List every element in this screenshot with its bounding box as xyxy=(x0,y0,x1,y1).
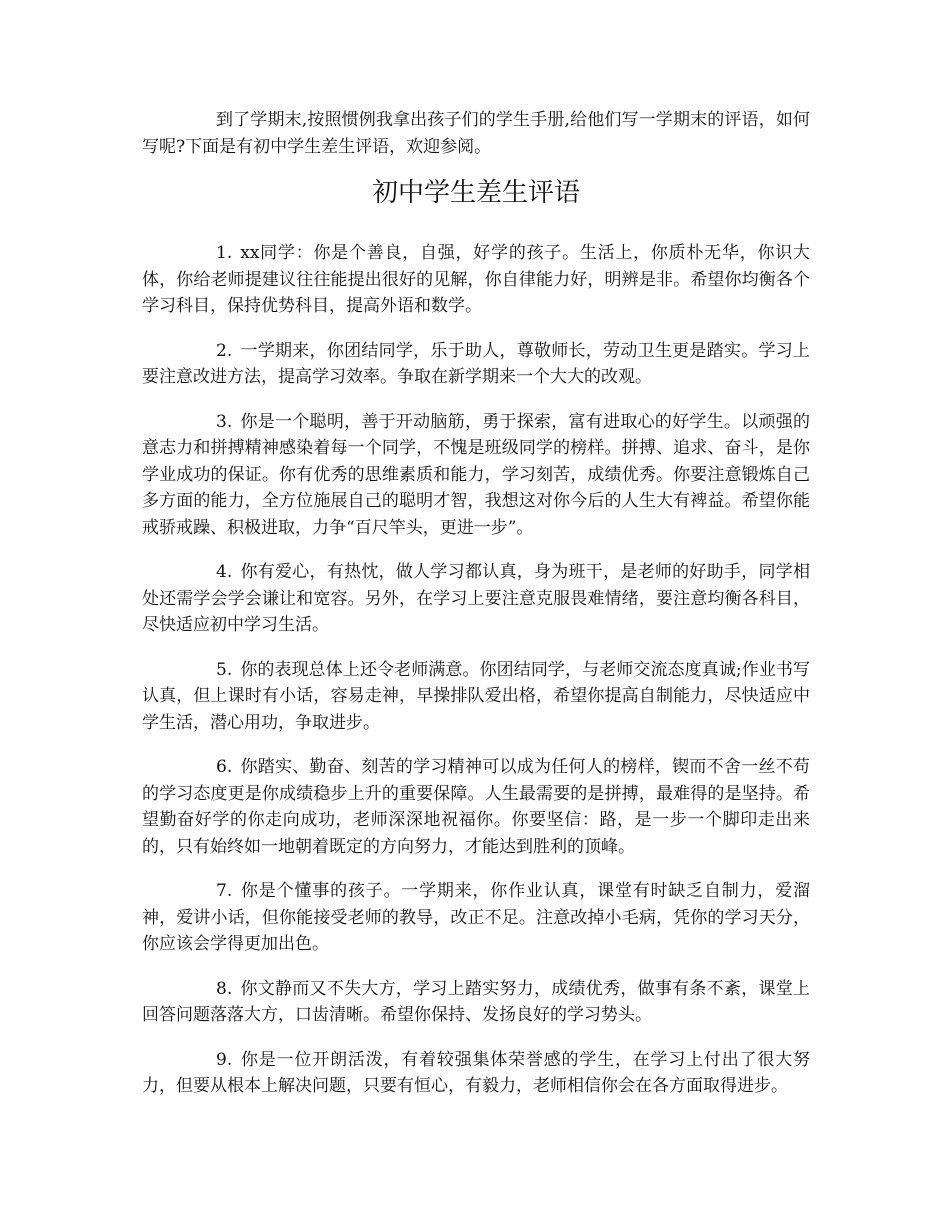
document-page xyxy=(142,107,810,1118)
comment-text: 你是个懂事的孩子。一学期来，你作业认真，课堂有时缺乏自制力，爱溜神，爱讲小话，但你能接受老师的教导，改正不足。注意改掉小毛病，凭你的学习天分，你应该会学得更加出色。 xyxy=(142,881,810,954)
comment-number: 9. xyxy=(216,1049,233,1070)
comment-number: 5. xyxy=(216,659,233,680)
comment-item xyxy=(142,878,810,958)
comment-item xyxy=(142,559,810,639)
comment-number: 1. xyxy=(216,243,233,263)
comment-text: 你的表现总体上还令老师满意。你团结同学，与老师交流态度真诚;作业书写认真，但上课时有小话，容易走神，早操排队爱出格，希望你提高自制能力，尽快适应中学生活，潜心用功，争取进步。 xyxy=(142,659,810,733)
comment-text: 你文静而又不失大方，学习上踏实努力，成绩优秀，做事有条不紊，课堂上回答问题落落大方，口齿清晰。希望你保持、发扬良好的学习势头。 xyxy=(142,978,810,1025)
comment-text: xx同学：你是个善良，自强，好学的孩子。生活上，你质朴无华，你识大体，你给老师提建议往往能提出很好的见解，你自律能力好，明辨是非。希望你均衡各个学习科目，保持优势科目，提高外语和数学。 xyxy=(142,243,810,316)
comment-item xyxy=(142,240,810,320)
comment-item xyxy=(142,754,810,860)
comment-text: 你是一位开朗活泼，有着较强集体荣誉感的学生，在学习上付出了很大努力，但要从根本上解决问题，只要有恒心，有毅力，老师相信你会在各方面取得进步。 xyxy=(142,1049,810,1096)
comment-item xyxy=(142,409,810,542)
comment-text: 你踏实、勤奋、刻苦的学习精神可以成为任何人的榜样，锲而不舍一丝不苟的学习态度更是你成绩稳步上升的重要保障。人生最需要的是拼搏，最难得的是坚持。希望勤奋好学的你走向成功，老师深深地祝福你。你要坚信：路，是一步一个脚印走出来的，只有始终如一地朝着既定的方向努力，才能达到胜利的顶峰。 xyxy=(142,757,810,857)
comment-text: 你是一个聪明，善于开动脑筋，勇于探索，富有进取心的好学生。以顽强的意志力和拼搏精神感染着每一个同学，不愧是班级同学的榜样。拼搏、追求、奋斗，是你学业成功的保证。你有优秀的思维素质和能力，学习刻苦，成绩优秀。你要注意锻炼自己多方面的能力，全方位施展自己的聪明才智，我想这对你今后的人生大有裨益。希望你能戒骄戒躁、积极进取，力争“百尺竿头，更进一步”。 xyxy=(142,411,810,538)
comment-number: 4. xyxy=(216,562,233,582)
comment-item xyxy=(142,1047,810,1100)
comment-item xyxy=(142,338,810,391)
comment-text: 你有爱心，有热忱，做人学习都认真，身为班干，是老师的好助手，同学相处还需学会学会谦让和宽容。另外，在学习上要注意克服畏难情绪，要注意均衡各科目，尽快适应初中学习生活。 xyxy=(142,562,810,635)
document-title: 初中学生差生评语 xyxy=(371,178,580,208)
comment-number: 6. xyxy=(216,757,233,777)
comment-number: 8. xyxy=(216,978,233,999)
comment-number: 7. xyxy=(216,881,233,901)
comment-number: 3. xyxy=(216,411,233,432)
comment-text: 一学期来，你团结同学，乐于助人，尊敬师长，劳动卫生更是踏实。学习上要注意改进方法，提高学习效率。争取在新学期来一个大大的改观。 xyxy=(142,340,810,387)
comment-item xyxy=(142,976,810,1029)
comment-item xyxy=(142,657,810,737)
intro-paragraph: 到了学期末,按照惯例我拿出孩子们的学生手册,给他们写一学期末的评语，如何写呢?下面是有初中学生差生评语，欢迎参阅。 xyxy=(142,110,810,157)
comment-number: 2. xyxy=(216,340,233,361)
